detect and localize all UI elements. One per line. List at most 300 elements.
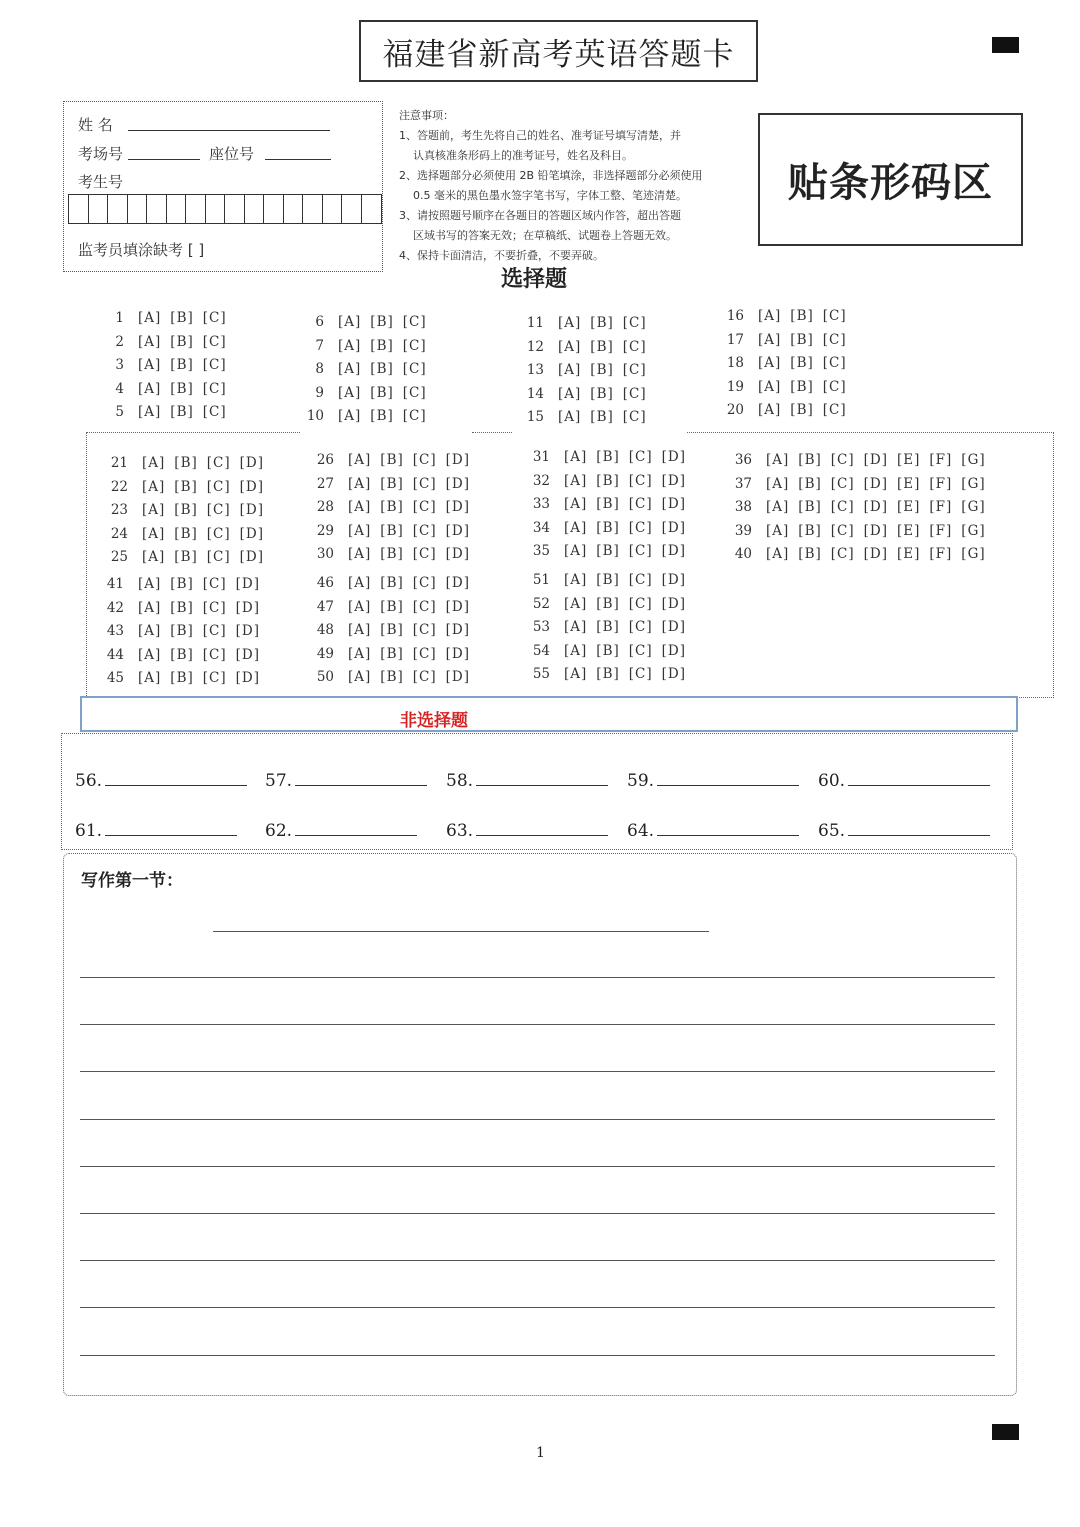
answer-option[interactable]: [A] bbox=[142, 455, 166, 471]
room-field[interactable] bbox=[128, 159, 200, 160]
answer-option[interactable]: [B] bbox=[790, 402, 814, 418]
answer-option[interactable]: [C] bbox=[622, 315, 647, 331]
answer-option[interactable]: [C] bbox=[622, 362, 647, 378]
answer-option[interactable]: [D] bbox=[445, 499, 470, 515]
fill-item[interactable] bbox=[75, 771, 247, 791]
answer-option[interactable]: [B] bbox=[798, 452, 822, 468]
writing-line[interactable] bbox=[80, 1024, 995, 1025]
answer-option[interactable]: [B] bbox=[170, 646, 194, 663]
answer-option[interactable]: [A] bbox=[758, 331, 782, 348]
answer-option[interactable]: [B] bbox=[790, 308, 814, 324]
writing-line[interactable] bbox=[80, 1260, 995, 1261]
answer-option[interactable]: [D] bbox=[661, 449, 686, 465]
answer-option[interactable]: [D] bbox=[661, 572, 686, 588]
answer-option[interactable]: [A] bbox=[766, 499, 790, 515]
answer-option[interactable]: [B] bbox=[380, 452, 404, 468]
answer-option[interactable]: [C] bbox=[202, 599, 227, 616]
answer-option[interactable]: [B] bbox=[380, 645, 404, 662]
answer-option[interactable]: [D] bbox=[863, 452, 888, 468]
answer-option[interactable]: [D] bbox=[445, 546, 470, 562]
fill-line[interactable] bbox=[105, 827, 237, 836]
answer-option[interactable]: [A] bbox=[558, 338, 582, 355]
answer-option[interactable]: [D] bbox=[863, 499, 888, 515]
answer-option[interactable]: [B] bbox=[380, 575, 404, 591]
answer-option[interactable]: [C] bbox=[830, 522, 855, 539]
answer-option[interactable]: [E] bbox=[897, 499, 921, 515]
question-row bbox=[520, 409, 656, 425]
answer-option[interactable]: [C] bbox=[622, 409, 647, 425]
fill-item[interactable] bbox=[265, 821, 417, 841]
question-number: 47 bbox=[316, 598, 334, 615]
answer-option[interactable]: [C] bbox=[830, 452, 855, 468]
answer-option[interactable]: [A] bbox=[138, 310, 162, 326]
fill-line[interactable] bbox=[476, 777, 608, 786]
answer-option[interactable]: [D] bbox=[445, 669, 470, 685]
answer-option[interactable]: [A] bbox=[766, 475, 790, 492]
answer-option[interactable]: [D] bbox=[661, 496, 686, 512]
answer-option[interactable]: [A] bbox=[766, 546, 790, 562]
question-number: 5 bbox=[115, 404, 124, 420]
answer-option[interactable]: [A] bbox=[564, 619, 588, 635]
question-number: 42 bbox=[106, 599, 124, 616]
answer-option[interactable]: [C] bbox=[202, 310, 227, 326]
answer-option[interactable]: [B] bbox=[370, 314, 394, 330]
answer-option[interactable]: [B] bbox=[170, 623, 194, 639]
box-top-segment bbox=[472, 432, 512, 433]
answer-option[interactable]: [C] bbox=[402, 384, 427, 401]
question-row bbox=[520, 496, 695, 512]
answer-option[interactable]: [B] bbox=[790, 331, 814, 348]
answer-option[interactable]: [A] bbox=[558, 385, 582, 402]
seat-label: 座位号 bbox=[209, 145, 255, 163]
answer-option[interactable]: [C] bbox=[412, 575, 437, 591]
answer-option[interactable]: [D] bbox=[863, 546, 888, 562]
answer-option[interactable]: [A] bbox=[138, 404, 162, 420]
answer-option[interactable]: [A] bbox=[564, 642, 588, 659]
answer-option[interactable]: [B] bbox=[380, 598, 404, 615]
answer-option[interactable]: [A] bbox=[564, 472, 588, 489]
answer-option[interactable]: [G] bbox=[961, 499, 986, 515]
answer-option[interactable]: [B] bbox=[370, 361, 394, 377]
fill-item[interactable] bbox=[446, 771, 608, 791]
answer-option[interactable]: [A] bbox=[758, 355, 782, 371]
question-number: 38 bbox=[734, 499, 752, 515]
answer-option[interactable]: [D] bbox=[235, 576, 260, 592]
answer-option[interactable]: [D] bbox=[661, 472, 686, 489]
fill-line[interactable] bbox=[295, 777, 427, 786]
answer-option[interactable]: [C] bbox=[622, 385, 647, 402]
answer-option[interactable]: [C] bbox=[628, 619, 653, 635]
answer-option[interactable]: [B] bbox=[370, 384, 394, 401]
answer-option[interactable]: [B] bbox=[170, 380, 194, 397]
question-row bbox=[304, 338, 436, 354]
answer-option[interactable]: [A] bbox=[138, 576, 162, 592]
answer-option[interactable]: [B] bbox=[170, 357, 194, 373]
answer-option[interactable]: [C] bbox=[628, 519, 653, 536]
answer-option[interactable]: [D] bbox=[445, 452, 470, 468]
answer-option[interactable]: [F] bbox=[929, 546, 953, 562]
notes-title: 注意事项： bbox=[399, 109, 454, 122]
answer-option[interactable]: [A] bbox=[338, 384, 362, 401]
answer-option[interactable]: [E] bbox=[897, 452, 921, 468]
answer-option[interactable]: [F] bbox=[929, 452, 953, 468]
writing-line[interactable] bbox=[80, 1355, 995, 1356]
answer-option[interactable]: [A] bbox=[338, 408, 362, 424]
fill-line[interactable] bbox=[848, 827, 990, 836]
answer-option[interactable]: [D] bbox=[863, 475, 888, 492]
answer-option[interactable]: [A] bbox=[348, 522, 372, 539]
fill-number: 63. bbox=[446, 821, 474, 841]
choice-section-title: 选择题 bbox=[501, 266, 568, 292]
answer-option[interactable]: [A] bbox=[348, 475, 372, 492]
answer-option[interactable]: [A] bbox=[564, 519, 588, 536]
answer-option[interactable]: [B] bbox=[380, 499, 404, 515]
fill-line[interactable] bbox=[657, 777, 799, 786]
fill-item[interactable] bbox=[627, 771, 799, 791]
question-number: 30 bbox=[316, 546, 334, 562]
writing-title-line[interactable] bbox=[213, 931, 709, 932]
answer-option[interactable]: [D] bbox=[661, 642, 686, 659]
answer-option[interactable]: [A] bbox=[338, 361, 362, 377]
answer-option[interactable]: [B] bbox=[596, 543, 620, 559]
answer-option[interactable]: [B] bbox=[790, 355, 814, 371]
answer-option[interactable]: [E] bbox=[897, 546, 921, 562]
answer-option[interactable]: [A] bbox=[138, 333, 162, 350]
question-row bbox=[520, 520, 695, 536]
answer-option[interactable]: [B] bbox=[798, 522, 822, 539]
answer-option[interactable]: [D] bbox=[445, 575, 470, 591]
answer-option[interactable]: [A] bbox=[758, 378, 782, 395]
answer-option[interactable]: [D] bbox=[661, 666, 686, 682]
answer-option[interactable]: [A] bbox=[348, 575, 372, 591]
answer-option[interactable]: [C] bbox=[402, 361, 427, 377]
answer-option[interactable]: [C] bbox=[206, 455, 231, 471]
answer-option[interactable]: [C] bbox=[412, 669, 437, 685]
answer-option[interactable]: [D] bbox=[445, 645, 470, 662]
answer-option[interactable]: [C] bbox=[202, 623, 227, 639]
answer-option[interactable]: [B] bbox=[596, 449, 620, 465]
name-field[interactable] bbox=[128, 130, 330, 131]
answer-option[interactable]: [C] bbox=[628, 543, 653, 559]
fill-line[interactable] bbox=[848, 777, 990, 786]
answer-option[interactable]: [D] bbox=[445, 475, 470, 492]
question-number: 18 bbox=[726, 355, 744, 371]
question-number: 31 bbox=[532, 449, 550, 465]
answer-option[interactable]: [A] bbox=[564, 543, 588, 559]
fill-line[interactable] bbox=[657, 827, 799, 836]
answer-option[interactable]: [A] bbox=[558, 362, 582, 378]
answer-option[interactable]: [A] bbox=[348, 598, 372, 615]
question-row bbox=[304, 523, 479, 539]
answer-option[interactable]: [B] bbox=[798, 475, 822, 492]
answer-option[interactable]: [C] bbox=[202, 333, 227, 350]
answer-option[interactable]: [D] bbox=[239, 455, 264, 471]
answer-option[interactable]: [C] bbox=[412, 622, 437, 638]
answer-option[interactable]: [G] bbox=[961, 475, 986, 492]
answer-option[interactable]: [C] bbox=[628, 449, 653, 465]
answer-option[interactable]: [G] bbox=[961, 452, 986, 468]
answer-option[interactable]: [B] bbox=[798, 499, 822, 515]
answer-option[interactable]: [B] bbox=[596, 619, 620, 635]
answer-option[interactable]: [A] bbox=[348, 669, 372, 685]
writing-box bbox=[63, 853, 1017, 1396]
answer-option[interactable]: [C] bbox=[412, 645, 437, 662]
answer-option[interactable]: [D] bbox=[661, 543, 686, 559]
answer-option[interactable]: [D] bbox=[235, 646, 260, 663]
answer-option[interactable]: [D] bbox=[661, 619, 686, 635]
answer-option[interactable]: [B] bbox=[590, 409, 614, 425]
writing-line[interactable] bbox=[80, 1166, 995, 1167]
answer-option[interactable]: [C] bbox=[628, 472, 653, 489]
answer-option[interactable]: [F] bbox=[929, 475, 953, 492]
answer-option[interactable]: [B] bbox=[170, 599, 194, 616]
question-number: 3 bbox=[115, 357, 124, 373]
answer-option[interactable]: [A] bbox=[348, 452, 372, 468]
question-number: 22 bbox=[110, 478, 128, 495]
answer-option[interactable]: [B] bbox=[596, 642, 620, 659]
answer-option[interactable]: [D] bbox=[445, 622, 470, 638]
answer-option[interactable]: [C] bbox=[206, 478, 231, 495]
writing-line[interactable] bbox=[80, 1213, 995, 1214]
answer-option[interactable]: [B] bbox=[174, 455, 198, 471]
answer-option[interactable]: [B] bbox=[380, 522, 404, 539]
answer-option[interactable]: [C] bbox=[202, 404, 227, 420]
answer-option[interactable]: [B] bbox=[596, 519, 620, 536]
question-row bbox=[520, 339, 656, 355]
answer-option[interactable]: [F] bbox=[929, 499, 953, 515]
answer-option[interactable]: [C] bbox=[412, 598, 437, 615]
answer-option[interactable]: [C] bbox=[822, 402, 847, 418]
answer-option[interactable]: [D] bbox=[239, 478, 264, 495]
question-number: 34 bbox=[532, 519, 550, 536]
answer-option[interactable]: [D] bbox=[235, 623, 260, 639]
fill-number: 62. bbox=[265, 821, 293, 841]
question-row bbox=[100, 526, 273, 542]
answer-option[interactable]: [B] bbox=[370, 337, 394, 354]
absent-mark[interactable]: 监考员填涂缺考 [ ] bbox=[78, 241, 205, 259]
exam-no-grid[interactable] bbox=[68, 194, 382, 224]
answer-option[interactable]: [C] bbox=[622, 338, 647, 355]
writing-line[interactable] bbox=[80, 977, 995, 978]
question-number: 19 bbox=[726, 378, 744, 395]
fill-item[interactable] bbox=[75, 821, 237, 841]
answer-option[interactable]: [A] bbox=[558, 315, 582, 331]
question-row bbox=[520, 315, 656, 331]
answer-option[interactable]: [F] bbox=[929, 522, 953, 539]
answer-option[interactable]: [C] bbox=[830, 546, 855, 562]
answer-option[interactable]: [D] bbox=[863, 522, 888, 539]
answer-option[interactable]: [D] bbox=[235, 670, 260, 686]
answer-option[interactable]: [B] bbox=[170, 576, 194, 592]
answer-option[interactable]: [C] bbox=[412, 475, 437, 492]
answer-option[interactable]: [B] bbox=[380, 669, 404, 685]
fill-item[interactable] bbox=[818, 821, 990, 841]
answer-option[interactable]: [D] bbox=[239, 525, 264, 542]
answer-option[interactable]: [A] bbox=[558, 409, 582, 425]
answer-option[interactable]: [C] bbox=[830, 499, 855, 515]
answer-option[interactable]: [B] bbox=[596, 666, 620, 682]
question-number: 45 bbox=[106, 670, 124, 686]
answer-option[interactable]: [A] bbox=[338, 314, 362, 330]
answer-option[interactable]: [A] bbox=[348, 499, 372, 515]
answer-option[interactable]: [B] bbox=[596, 572, 620, 588]
answer-option[interactable]: [C] bbox=[822, 331, 847, 348]
answer-option[interactable]: [A] bbox=[766, 452, 790, 468]
answer-option[interactable]: [C] bbox=[202, 380, 227, 397]
answer-option[interactable]: [C] bbox=[628, 595, 653, 612]
answer-option[interactable]: [D] bbox=[235, 599, 260, 616]
answer-option[interactable]: [A] bbox=[138, 646, 162, 663]
answer-option[interactable]: [C] bbox=[628, 642, 653, 659]
answer-option[interactable]: [A] bbox=[348, 622, 372, 638]
fill-number: 56. bbox=[75, 771, 103, 791]
answer-option[interactable]: [B] bbox=[174, 525, 198, 542]
answer-option[interactable]: [B] bbox=[170, 404, 194, 420]
answer-option[interactable]: [A] bbox=[564, 496, 588, 512]
fill-item[interactable] bbox=[446, 821, 608, 841]
fill-number: 65. bbox=[818, 821, 846, 841]
question-number: 25 bbox=[110, 549, 128, 565]
question-number: 40 bbox=[734, 546, 752, 562]
fill-line[interactable] bbox=[105, 777, 247, 786]
note-line: 3、请按照题号顺序在各题目的答题区域内作答，超出答题 bbox=[399, 209, 681, 222]
question-row bbox=[104, 404, 236, 420]
question-row bbox=[720, 355, 856, 371]
fill-item[interactable] bbox=[818, 771, 990, 791]
answer-option[interactable]: [B] bbox=[174, 478, 198, 495]
answer-option[interactable]: [C] bbox=[202, 646, 227, 663]
question-row bbox=[304, 669, 479, 685]
answer-option[interactable]: [B] bbox=[380, 475, 404, 492]
answer-option[interactable]: [B] bbox=[790, 378, 814, 395]
answer-option[interactable]: [A] bbox=[138, 599, 162, 616]
answer-option[interactable]: [A] bbox=[348, 546, 372, 562]
answer-option[interactable]: [A] bbox=[564, 595, 588, 612]
answer-option[interactable]: [A] bbox=[564, 572, 588, 588]
answer-option[interactable]: [C] bbox=[402, 314, 427, 330]
answer-option[interactable]: [C] bbox=[402, 408, 427, 424]
fill-line[interactable] bbox=[476, 827, 608, 836]
answer-option[interactable]: [A] bbox=[564, 666, 588, 682]
answer-option[interactable]: [A] bbox=[138, 380, 162, 397]
answer-option[interactable]: [B] bbox=[170, 310, 194, 326]
answer-option[interactable]: [B] bbox=[174, 549, 198, 565]
answer-option[interactable]: [A] bbox=[142, 478, 166, 495]
answer-option[interactable]: [D] bbox=[445, 598, 470, 615]
answer-option[interactable]: [C] bbox=[412, 452, 437, 468]
answer-option[interactable]: [C] bbox=[412, 499, 437, 515]
answer-option[interactable]: [C] bbox=[628, 572, 653, 588]
question-number: 2 bbox=[115, 333, 124, 350]
answer-option[interactable]: [B] bbox=[596, 595, 620, 612]
question-row bbox=[520, 666, 695, 682]
answer-option[interactable]: [D] bbox=[661, 595, 686, 612]
box-top-segment bbox=[687, 432, 1054, 433]
answer-option[interactable]: [A] bbox=[142, 502, 166, 518]
question-row bbox=[104, 310, 236, 326]
fill-item[interactable] bbox=[627, 821, 799, 841]
question-number: 33 bbox=[532, 496, 550, 512]
answer-option[interactable]: [C] bbox=[206, 549, 231, 565]
answer-option[interactable]: [A] bbox=[348, 645, 372, 662]
answer-option[interactable]: [A] bbox=[138, 623, 162, 639]
answer-option[interactable]: [C] bbox=[202, 670, 227, 686]
answer-option[interactable]: [B] bbox=[170, 333, 194, 350]
answer-option[interactable]: [G] bbox=[961, 546, 986, 562]
answer-option[interactable]: [C] bbox=[202, 357, 227, 373]
answer-option[interactable]: [C] bbox=[202, 576, 227, 592]
fill-line[interactable] bbox=[295, 827, 417, 836]
answer-option[interactable]: [B] bbox=[380, 546, 404, 562]
seat-field[interactable] bbox=[265, 159, 331, 160]
answer-option[interactable]: [D] bbox=[239, 549, 264, 565]
answer-option[interactable]: [A] bbox=[142, 549, 166, 565]
answer-option[interactable]: [C] bbox=[412, 546, 437, 562]
answer-option[interactable]: [A] bbox=[142, 525, 166, 542]
question-row bbox=[304, 452, 479, 468]
answer-option[interactable]: [C] bbox=[822, 378, 847, 395]
answer-option[interactable]: [D] bbox=[661, 519, 686, 536]
question-number: 44 bbox=[106, 646, 124, 663]
question-number: 9 bbox=[315, 384, 324, 401]
question-row bbox=[520, 543, 695, 559]
question-number: 14 bbox=[526, 385, 544, 402]
answer-option[interactable]: [B] bbox=[370, 408, 394, 424]
answer-option[interactable]: [C] bbox=[822, 355, 847, 371]
answer-option[interactable]: [C] bbox=[206, 502, 231, 518]
answer-option[interactable]: [A] bbox=[338, 337, 362, 354]
answer-option[interactable]: [B] bbox=[590, 315, 614, 331]
fill-item[interactable] bbox=[265, 771, 427, 791]
question-number: 17 bbox=[726, 331, 744, 348]
answer-option[interactable]: [C] bbox=[830, 475, 855, 492]
answer-option[interactable]: [B] bbox=[590, 338, 614, 355]
answer-option[interactable]: [B] bbox=[590, 385, 614, 402]
answer-option[interactable]: [C] bbox=[628, 666, 653, 682]
question-row bbox=[104, 381, 236, 397]
answer-option[interactable]: [B] bbox=[170, 670, 194, 686]
answer-option[interactable]: [A] bbox=[138, 670, 162, 686]
answer-option[interactable]: [B] bbox=[596, 472, 620, 489]
answer-option[interactable]: [C] bbox=[402, 337, 427, 354]
question-row bbox=[724, 523, 995, 539]
writing-line[interactable] bbox=[80, 1071, 995, 1072]
answer-option[interactable]: [A] bbox=[758, 402, 782, 418]
answer-option[interactable]: [A] bbox=[564, 449, 588, 465]
answer-option[interactable]: [D] bbox=[239, 502, 264, 518]
answer-option[interactable]: [A] bbox=[758, 308, 782, 324]
answer-option[interactable]: [A] bbox=[138, 357, 162, 373]
answer-option[interactable]: [C] bbox=[206, 525, 231, 542]
answer-option[interactable]: [C] bbox=[628, 496, 653, 512]
answer-option[interactable]: [C] bbox=[412, 522, 437, 539]
answer-option[interactable]: [A] bbox=[766, 522, 790, 539]
question-number: 52 bbox=[532, 595, 550, 612]
writing-line[interactable] bbox=[80, 1119, 995, 1120]
answer-option[interactable]: [B] bbox=[596, 496, 620, 512]
answer-option[interactable]: [B] bbox=[380, 622, 404, 638]
answer-option[interactable]: [D] bbox=[445, 522, 470, 539]
answer-option[interactable]: [E] bbox=[897, 522, 921, 539]
answer-option[interactable]: [B] bbox=[590, 362, 614, 378]
writing-line[interactable] bbox=[80, 1307, 995, 1308]
answer-option[interactable]: [B] bbox=[798, 546, 822, 562]
answer-option[interactable]: [C] bbox=[822, 308, 847, 324]
answer-option[interactable]: [E] bbox=[897, 475, 921, 492]
answer-option[interactable]: [G] bbox=[961, 522, 986, 539]
fill-number: 57. bbox=[265, 771, 293, 791]
answer-option[interactable]: [B] bbox=[174, 502, 198, 518]
